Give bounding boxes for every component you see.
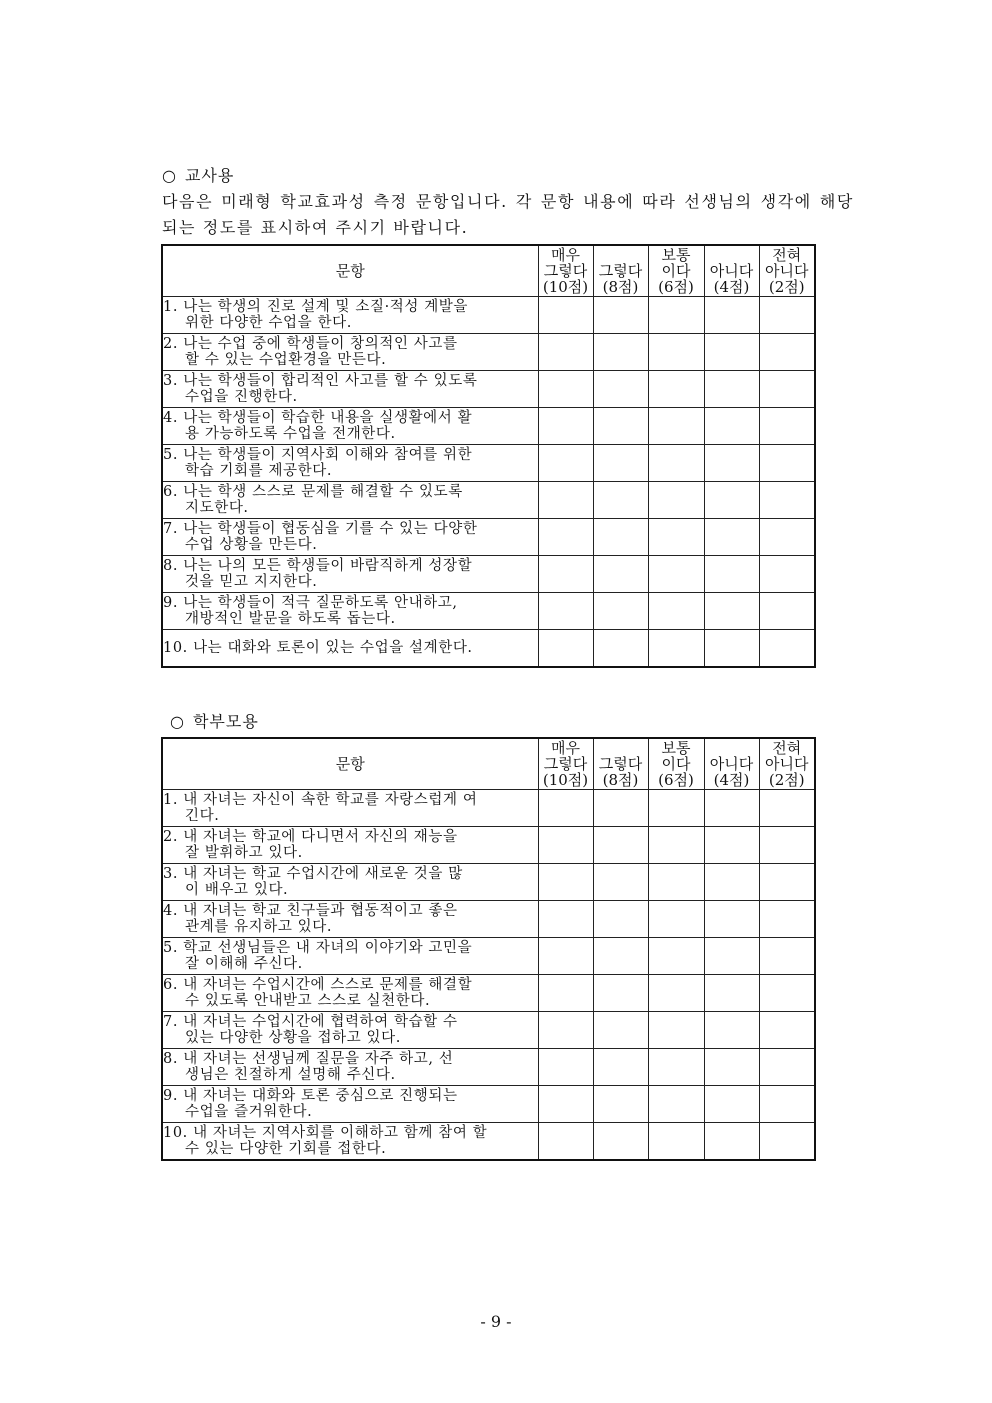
option-header-4 — [704, 245, 759, 297]
question-line-1: 4. 나는 학생들이 학습한 내용을 실생활에서 활 — [163, 410, 473, 426]
rating-cell-5[interactable] — [759, 938, 815, 975]
question-line-2: 수업 상황을 만든다. — [185, 537, 318, 553]
question-line-1: 2. 내 자녀는 학교에 다니면서 자신의 재능을 — [163, 829, 458, 845]
option-header-line3: (8점) — [602, 278, 639, 296]
table-row — [162, 1123, 815, 1161]
question-line-2: 위한 다양한 수업을 한다. — [185, 315, 352, 331]
question-line-2: 관계를 유지하고 있다. — [185, 919, 333, 935]
question-line-1: 8. 내 자녀는 선생님께 질문을 자주 하고, 선 — [163, 1051, 454, 1067]
rating-cell-3[interactable] — [648, 864, 704, 901]
rating-cell-3[interactable] — [648, 297, 704, 334]
rating-cell-2[interactable] — [593, 1049, 648, 1086]
rating-cell-1[interactable] — [538, 1049, 593, 1086]
rating-cell-5[interactable] — [759, 864, 815, 901]
rating-cell-1[interactable] — [538, 1086, 593, 1123]
question-line-2: 개방적인 발문을 하도록 돕는다. — [185, 611, 396, 627]
question-column-header: 문항 — [162, 738, 538, 790]
question-line-2: 수업을 진행한다. — [185, 389, 298, 405]
rating-cell-2[interactable] — [593, 556, 648, 593]
rating-cell-1[interactable] — [538, 630, 593, 668]
rating-cell-1[interactable] — [538, 1123, 593, 1161]
option-header-line1: 보통 — [661, 739, 691, 757]
rating-cell-3[interactable] — [648, 1049, 704, 1086]
rating-cell-3[interactable] — [648, 556, 704, 593]
table-row — [162, 790, 815, 827]
rating-cell-1[interactable] — [538, 827, 593, 864]
rating-cell-5[interactable] — [759, 1012, 815, 1049]
rating-cell-5[interactable] — [759, 408, 815, 445]
question-line-2: 수 있는 다양한 기회를 접한다. — [185, 1141, 387, 1157]
rating-cell-2[interactable] — [593, 334, 648, 371]
option-header-line1: 매우 — [551, 246, 580, 264]
rating-cell-1[interactable] — [538, 297, 593, 334]
rating-cell-5[interactable] — [759, 901, 815, 938]
circle-bullet-icon: ○ — [170, 712, 185, 731]
question-text — [162, 408, 538, 445]
table-header-row — [162, 738, 815, 790]
option-header-line2: 그렇다 — [543, 755, 588, 773]
question-line-2: 것을 믿고 지지한다. — [185, 574, 318, 590]
option-header-line3: (4점) — [713, 278, 750, 296]
option-header-line2: 아니다 — [765, 262, 809, 280]
rating-cell-5[interactable] — [759, 297, 815, 334]
option-header-line1 — [705, 740, 759, 756]
rating-cell-4[interactable] — [704, 790, 759, 827]
rating-cell-4[interactable] — [704, 864, 759, 901]
rating-cell-3[interactable] — [648, 630, 704, 668]
table-row — [162, 297, 815, 334]
rating-cell-2[interactable] — [593, 864, 648, 901]
option-header-line3: (4점) — [713, 771, 750, 789]
rating-cell-1[interactable] — [538, 938, 593, 975]
question-text — [162, 1012, 538, 1049]
option-header-line2: 아니다 — [709, 755, 754, 773]
rating-cell-1[interactable] — [538, 901, 593, 938]
option-header-line3: (6점) — [658, 278, 694, 296]
question-text — [162, 556, 538, 593]
parent-survey-table — [161, 737, 816, 1161]
rating-cell-5[interactable] — [759, 630, 815, 668]
rating-cell-1[interactable] — [538, 482, 593, 519]
question-text — [162, 975, 538, 1012]
rating-cell-2[interactable] — [593, 1123, 648, 1161]
teacher-section-heading: ○ 교사용 — [162, 166, 235, 185]
rating-cell-2[interactable] — [593, 297, 648, 334]
teacher-survey-table — [161, 244, 816, 668]
rating-cell-2[interactable] — [593, 1086, 648, 1123]
rating-cell-2[interactable] — [593, 445, 648, 482]
question-line-2: 있는 다양한 상황을 접하고 있다. — [185, 1030, 401, 1046]
question-line-2: 학습 기회를 제공한다. — [185, 463, 333, 479]
question-column-header: 문항 — [162, 245, 538, 297]
question-text — [162, 445, 538, 482]
question-line-1: 7. 내 자녀는 수업시간에 협력하여 학습할 수 — [163, 1014, 458, 1030]
question-line-1: 6. 나는 학생 스스로 문제를 해결할 수 있도록 — [163, 484, 463, 500]
table-row — [162, 975, 815, 1012]
table-row — [162, 445, 815, 482]
option-header-1 — [538, 245, 593, 297]
option-header-line1: 보통 — [661, 246, 691, 264]
option-header-2 — [593, 245, 648, 297]
rating-cell-3[interactable] — [648, 901, 704, 938]
rating-cell-2[interactable] — [593, 371, 648, 408]
rating-cell-4[interactable] — [704, 482, 759, 519]
option-header-line1: 전혀 — [772, 246, 802, 264]
question-text — [162, 938, 538, 975]
rating-cell-4[interactable] — [704, 1049, 759, 1086]
rating-cell-3[interactable] — [648, 1012, 704, 1049]
table-row — [162, 408, 815, 445]
rating-cell-2[interactable] — [593, 938, 648, 975]
rating-cell-1[interactable] — [538, 864, 593, 901]
rating-cell-1[interactable] — [538, 519, 593, 556]
rating-cell-1[interactable] — [538, 334, 593, 371]
rating-cell-2[interactable] — [593, 593, 648, 630]
rating-cell-1[interactable] — [538, 371, 593, 408]
rating-cell-2[interactable] — [593, 790, 648, 827]
question-text — [162, 1049, 538, 1086]
rating-cell-1[interactable] — [538, 408, 593, 445]
rating-cell-1[interactable] — [538, 975, 593, 1012]
question-line-2: 지도한다. — [185, 500, 249, 516]
rating-cell-2[interactable] — [593, 1012, 648, 1049]
teacher-intro-text: 다음은 미래형 학교효과성 측정 문항입니다. 각 문항 내용에 따라 선생님의 생각에 해당되는 정도를 표시하여 주시기 바랍니다. — [162, 192, 854, 237]
question-line-1: 4. 내 자녀는 학교 친구들과 협동적이고 좋은 — [163, 903, 458, 919]
question-line-1: 9. 내 자녀는 대화와 토론 중심으로 진행되는 — [163, 1088, 458, 1104]
table-row — [162, 371, 815, 408]
question-line-1: 3. 나는 학생들이 합리적인 사고를 할 수 있도록 — [163, 373, 478, 389]
question-line-1: 2. 나는 수업 중에 학생들이 창의적인 사고를 — [163, 336, 458, 352]
question-line-2: 용 가능하도록 수업을 전개한다. — [185, 426, 396, 442]
table-row — [162, 593, 815, 630]
rating-cell-4[interactable] — [704, 334, 759, 371]
option-header-line3: (10점) — [542, 771, 589, 789]
rating-cell-5[interactable] — [759, 1049, 815, 1086]
rating-cell-4[interactable] — [704, 408, 759, 445]
rating-cell-3[interactable] — [648, 1123, 704, 1161]
table-header-row — [162, 245, 815, 297]
rating-cell-3[interactable] — [648, 975, 704, 1012]
question-line-2: 잘 발휘하고 있다. — [185, 845, 303, 861]
question-line-1: 5. 나는 학생들이 지역사회 이해와 참여를 위한 — [163, 447, 473, 463]
rating-cell-4[interactable] — [704, 445, 759, 482]
rating-cell-4[interactable] — [704, 975, 759, 1012]
rating-cell-4[interactable] — [704, 593, 759, 630]
question-line-1: 8. 나는 나의 모든 학생들이 바람직하게 성장할 — [163, 558, 473, 574]
option-header-3 — [648, 738, 704, 790]
option-header-2 — [593, 738, 648, 790]
rating-cell-5[interactable] — [759, 790, 815, 827]
rating-cell-1[interactable] — [538, 593, 593, 630]
option-header-line2: 이다 — [661, 755, 691, 773]
question-line-1: 5. 학교 선생님들은 내 자녀의 이야기와 고민을 — [163, 940, 473, 956]
table-row — [162, 1086, 815, 1123]
table-row — [162, 1049, 815, 1086]
option-header-line2: 이다 — [661, 262, 691, 280]
option-header-line3: (2점) — [768, 771, 805, 789]
option-header-5 — [759, 245, 815, 297]
question-line-1: 10. 내 자녀는 지역사회를 이해하고 함께 참여 할 — [163, 1125, 488, 1141]
option-header-line2: 그렇다 — [598, 262, 643, 280]
table-row — [162, 556, 815, 593]
rating-cell-4[interactable] — [704, 630, 759, 668]
option-header-line3: (6점) — [658, 771, 694, 789]
option-header-line2: 아니다 — [709, 262, 754, 280]
page-number: - 9 - — [480, 1312, 512, 1331]
question-text — [162, 297, 538, 334]
question-line-2: 생님은 친절하게 설명해 주신다. — [185, 1067, 396, 1083]
rating-cell-1[interactable] — [538, 790, 593, 827]
option-header-1 — [538, 738, 593, 790]
rating-cell-2[interactable] — [593, 519, 648, 556]
rating-cell-1[interactable] — [538, 556, 593, 593]
rating-cell-5[interactable] — [759, 827, 815, 864]
option-header-line1 — [594, 740, 648, 756]
table-row — [162, 901, 815, 938]
question-line-2: 할 수 있는 수업환경을 만든다. — [185, 352, 387, 368]
question-line-1: 9. 나는 학생들이 적극 질문하도록 안내하고, — [163, 595, 458, 611]
question-text — [162, 519, 538, 556]
question-line-2: 수업을 즐거워한다. — [185, 1104, 313, 1120]
question-text — [162, 482, 538, 519]
rating-cell-2[interactable] — [593, 630, 648, 668]
rating-cell-2[interactable] — [593, 901, 648, 938]
table-row — [162, 1012, 815, 1049]
question-line-2: 이 배우고 있다. — [185, 882, 289, 898]
option-header-line1 — [705, 247, 759, 263]
table-row — [162, 938, 815, 975]
table-row — [162, 827, 815, 864]
rating-cell-4[interactable] — [704, 827, 759, 864]
question-text — [162, 790, 538, 827]
rating-cell-5[interactable] — [759, 1123, 815, 1161]
option-header-line2: 그렇다 — [598, 755, 643, 773]
option-header-5 — [759, 738, 815, 790]
rating-cell-3[interactable] — [648, 408, 704, 445]
option-header-line1: 전혀 — [772, 739, 802, 757]
table-row — [162, 482, 815, 519]
table-row — [162, 630, 815, 668]
option-header-line3: (8점) — [602, 771, 639, 789]
rating-cell-2[interactable] — [593, 408, 648, 445]
question-text — [162, 1123, 538, 1161]
rating-cell-3[interactable] — [648, 1086, 704, 1123]
question-text — [162, 630, 538, 668]
question-line-1: 10. 나는 대화와 토론이 있는 수업을 설계한다. — [163, 640, 473, 656]
question-text — [162, 593, 538, 630]
rating-cell-5[interactable] — [759, 556, 815, 593]
rating-cell-2[interactable] — [593, 482, 648, 519]
question-text — [162, 864, 538, 901]
rating-cell-4[interactable] — [704, 1123, 759, 1161]
question-line-1: 6. 내 자녀는 수업시간에 스스로 문제를 해결할 — [163, 977, 473, 993]
circle-bullet-icon: ○ — [162, 166, 177, 185]
rating-cell-3[interactable] — [648, 482, 704, 519]
question-text — [162, 1086, 538, 1123]
option-header-line3: (2점) — [768, 278, 805, 296]
rating-cell-5[interactable] — [759, 482, 815, 519]
rating-cell-1[interactable] — [538, 1012, 593, 1049]
option-header-3 — [648, 245, 704, 297]
rating-cell-4[interactable] — [704, 519, 759, 556]
option-header-line2: 아니다 — [765, 755, 809, 773]
rating-cell-3[interactable] — [648, 593, 704, 630]
table-row — [162, 864, 815, 901]
rating-cell-4[interactable] — [704, 371, 759, 408]
question-text — [162, 371, 538, 408]
rating-cell-5[interactable] — [759, 519, 815, 556]
rating-cell-3[interactable] — [648, 790, 704, 827]
question-line-1: 1. 내 자녀는 자신이 속한 학교를 자랑스럽게 여 — [163, 792, 478, 808]
rating-cell-5[interactable] — [759, 334, 815, 371]
parent-section-heading: ○ 학부모용 — [170, 712, 259, 731]
rating-cell-4[interactable] — [704, 297, 759, 334]
question-line-2: 수 있도록 안내받고 스스로 실천한다. — [185, 993, 431, 1009]
question-line-1: 1. 나는 학생의 진로 설계 및 소질·적성 계발을 — [163, 299, 469, 315]
rating-cell-3[interactable] — [648, 519, 704, 556]
rating-cell-1[interactable] — [538, 445, 593, 482]
option-header-line1: 매우 — [551, 739, 580, 757]
rating-cell-4[interactable] — [704, 901, 759, 938]
rating-cell-3[interactable] — [648, 334, 704, 371]
rating-cell-5[interactable] — [759, 445, 815, 482]
rating-cell-3[interactable] — [648, 938, 704, 975]
option-header-line1 — [594, 247, 648, 263]
rating-cell-4[interactable] — [704, 1086, 759, 1123]
rating-cell-2[interactable] — [593, 827, 648, 864]
option-header-4 — [704, 738, 759, 790]
question-text — [162, 901, 538, 938]
question-line-1: 7. 나는 학생들이 협동심을 기를 수 있는 다양한 — [163, 521, 478, 537]
rating-cell-3[interactable] — [648, 445, 704, 482]
table-row — [162, 334, 815, 371]
rating-cell-4[interactable] — [704, 1012, 759, 1049]
question-text — [162, 334, 538, 371]
rating-cell-4[interactable] — [704, 938, 759, 975]
rating-cell-4[interactable] — [704, 556, 759, 593]
rating-cell-2[interactable] — [593, 975, 648, 1012]
option-header-line2: 그렇다 — [543, 262, 588, 280]
option-header-line3: (10점) — [542, 278, 589, 296]
question-text — [162, 827, 538, 864]
rating-cell-3[interactable] — [648, 827, 704, 864]
question-line-1: 3. 내 자녀는 학교 수업시간에 새로운 것을 많 — [163, 866, 463, 882]
rating-cell-5[interactable] — [759, 593, 815, 630]
rating-cell-5[interactable] — [759, 371, 815, 408]
table-row — [162, 519, 815, 556]
rating-cell-3[interactable] — [648, 371, 704, 408]
question-line-2: 긴다. — [185, 808, 220, 824]
rating-cell-5[interactable] — [759, 975, 815, 1012]
question-line-2: 잘 이해해 주신다. — [185, 956, 303, 972]
rating-cell-5[interactable] — [759, 1086, 815, 1123]
